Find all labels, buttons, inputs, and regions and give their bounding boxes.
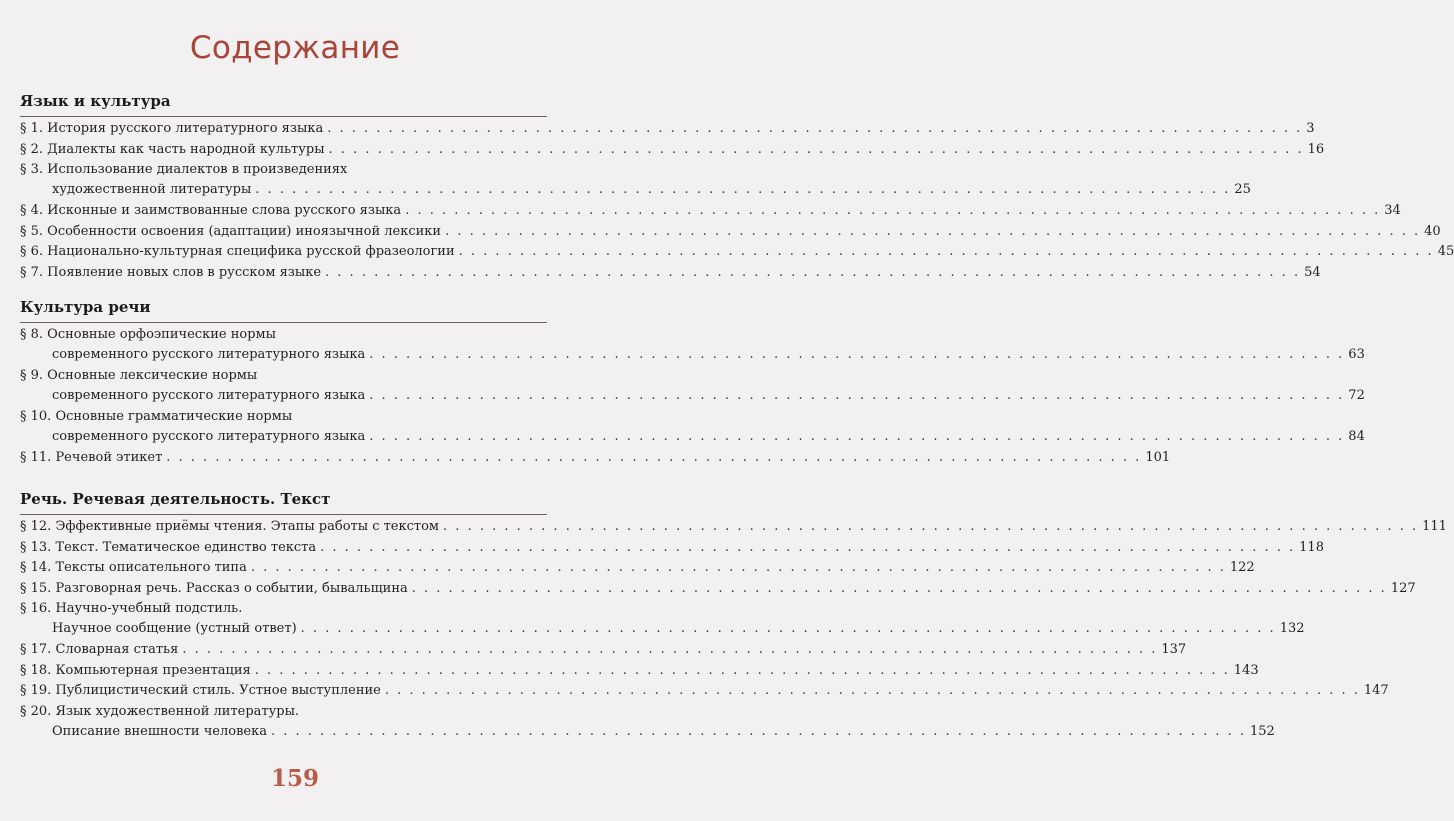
toc-entry-title: § 9. Основные лексические нормы [20, 368, 258, 383]
toc-entry-title: § 16. Научно-учебный подстиль. [20, 601, 243, 616]
toc-entry-title: § 1. История русского литературного языка [20, 121, 324, 136]
dot-leader: . . . . . . . . . . . . . . . . . . . . . . . . . . . . . . . . . . . . . . . . . . . . . . . . . . . . . . . . . . . . . . . . . . . . . . . . . . . . . . . . [445, 223, 1421, 239]
dot-leader: . . . . . . . . . . . . . . . . . . . . . . . . . . . . . . . . . . . . . . . . . . . . . . . . . . . . . . . . . . . . . . . . . . . . . . . . . . . . . . . . [405, 203, 1381, 218]
toc-entry[interactable] [20, 579, 1416, 599]
toc-entry-title: § 14. Тексты описательного типа [20, 560, 247, 575]
dot-leader: . . . . . . . . . . . . . . . . . . . . . . . . . . . . . . . . . . . . . . . . . . . . . . . . . . . . . . . . . . . . . . . . . . . . . . . . . . . . . . . . [458, 244, 1434, 259]
toc-entry-title: § 11. Речевой этикет [20, 450, 163, 465]
dot-leader: . . . . . . . . . . . . . . . . . . . . . . . . . . . . . . . . . . . . . . . . . . . . . . . . . . . . . . . . . . . . . . . . . . . . . . . . . . . . . . . . [369, 429, 1345, 444]
dot-leader: . . . . . . . . . . . . . . . . . . . . . . . . . . . . . . . . . . . . . . . . . . . . . . . . . . . . . . . . . . . . . . . . . . . . . . . . . . . . . . . . [182, 642, 1158, 657]
dot-leader: . . . . . . . . . . . . . . . . . . . . . . . . . . . . . . . . . . . . . . . . . . . . . . . . . . . . . . . . . . . . . . . . . . . . . . . . . . . . . . . . [443, 519, 1419, 534]
toc-entry-page: 3 [1306, 121, 1315, 136]
toc-entry-title: § 5. Особенности освоения (адаптации) иноязычной лексики [20, 223, 442, 239]
toc-entry[interactable] [20, 681, 1389, 701]
toc-entry[interactable] [20, 263, 1321, 283]
toc-entry-page: 127 [1390, 580, 1416, 596]
toc-entry-title: современного русского литературного языка [52, 429, 366, 444]
toc-entry-title: § 20. Язык художественной литературы. [20, 703, 300, 719]
section-divider [20, 322, 547, 323]
dot-leader: . . . . . . . . . . . . . . . . . . . . . . . . . . . . . . . . . . . . . . . . . . . . . . . . . . . . . . . . . . . . . . . . . . . . . . . . . . . . . . . . [250, 560, 1226, 575]
toc-entry-page: 40 [1424, 223, 1441, 239]
section-divider [20, 116, 547, 117]
toc-entry-title: § 3. Использование диалектов в произведениях [20, 162, 348, 177]
dot-leader: . . . . . . . . . . . . . . . . . . . . . . . . . . . . . . . . . . . . . . . . . . . . . . . . . . . . . . . . . . . . . . . . . . . . . . . . . . . . . . . . [411, 580, 1387, 596]
toc-entry-title: § 17. Словарная статья [20, 642, 179, 657]
section-heading: Культура речи [20, 298, 151, 316]
dot-leader: . . . . . . . . . . . . . . . . . . . . . . . . . . . . . . . . . . . . . . . . . . . . . . . . . . . . . . . . . . . . . . . . . . . . . . . . . . . . . . . . [270, 723, 1247, 739]
toc-entry-title: Научное сообщение (устный ответ) [52, 621, 297, 636]
toc-entry[interactable] [20, 538, 1324, 558]
toc-entry-page: 143 [1233, 662, 1259, 678]
dot-leader: . . . . . . . . . . . . . . . . . . . . . . . . . . . . . . . . . . . . . . . . . . . . . . . . . . . . . . . . . . . . . . . . . . . . . . . . . . . . . . . . [166, 450, 1142, 465]
toc-entry-page: 132 [1279, 621, 1305, 636]
toc-entry-title: § 19. Публицистический стиль. Устное выступление [20, 683, 381, 698]
toc-entry[interactable] [20, 599, 1305, 639]
toc-entry[interactable] [20, 517, 1447, 537]
toc-entry[interactable] [20, 140, 1325, 160]
toc-entry[interactable] [20, 325, 1365, 365]
toc-entry-page: 118 [1299, 539, 1324, 555]
toc-entry[interactable] [20, 366, 1365, 406]
toc-entry[interactable] [20, 407, 1365, 447]
dot-leader: . . . . . . . . . . . . . . . . . . . . . . . . . . . . . . . . . . . . . . . . . . . . . . . . . . . . . . . . . . . . . . . . . . . . . . . . . . . . . . . . [384, 683, 1360, 698]
toc-entry-page: 63 [1348, 347, 1365, 362]
toc-entry-page: 72 [1348, 388, 1365, 403]
toc-entry-title: § 10. Основные грамматические нормы [20, 409, 293, 424]
toc-entry-title: художественной литературы [52, 182, 252, 197]
dot-leader: . . . . . . . . . . . . . . . . . . . . . . . . . . . . . . . . . . . . . . . . . . . . . . . . . . . . . . . . . . . . . . . . . . . . . . . . . . . . . . . . [369, 347, 1345, 362]
toc-entry[interactable] [20, 160, 1251, 200]
toc-entry-page: 34 [1384, 203, 1401, 218]
dot-leader: . . . . . . . . . . . . . . . . . . . . . . . . . . . . . . . . . . . . . . . . . . . . . . . . . . . . . . . . . . . . . . . . . . . . . . . . . . . . . . . . [255, 182, 1231, 197]
toc-entry-title: § 15. Разговорная речь. Рассказ о событии, бывальщина [20, 580, 408, 596]
toc-entry-page: 16 [1307, 141, 1325, 157]
toc-entry-title: § 12. Эффективные приёмы чтения. Этапы работы с текстом [20, 519, 440, 534]
toc-entry-page: 45 [1437, 244, 1454, 259]
toc-entry[interactable] [20, 448, 1171, 468]
toc-entry[interactable] [20, 119, 1315, 139]
toc-entry[interactable] [20, 702, 1275, 742]
toc-entry[interactable] [20, 661, 1259, 681]
toc-entry-page: 152 [1250, 723, 1275, 739]
dot-leader: . . . . . . . . . . . . . . . . . . . . . . . . . . . . . . . . . . . . . . . . . . . . . . . . . . . . . . . . . . . . . . . . . . . . . . . . . . . . . . . . [254, 662, 1230, 678]
toc-entry[interactable] [20, 558, 1255, 578]
toc-entry-title: § 4. Исконные и заимствованные слова русского языка [20, 203, 402, 218]
toc-entry-page: 122 [1229, 560, 1255, 575]
toc-entry-title: современного русского литературного языка [52, 388, 366, 403]
toc-entry-page: 25 [1234, 182, 1251, 197]
dot-leader: . . . . . . . . . . . . . . . . . . . . . . . . . . . . . . . . . . . . . . . . . . . . . . . . . . . . . . . . . . . . . . . . . . . . . . . . . . . . . . . . [328, 141, 1304, 157]
toc-entry-title: § 13. Текст. Тематическое единство текста [20, 539, 317, 555]
toc-entry-page: 147 [1363, 683, 1389, 698]
toc-entry[interactable] [20, 640, 1187, 660]
toc-entry[interactable] [20, 242, 1454, 262]
toc-entry-page: 84 [1348, 429, 1365, 444]
section-heading: Язык и культура [20, 92, 171, 110]
page-number: 159 [270, 765, 319, 792]
dot-leader: . . . . . . . . . . . . . . . . . . . . . . . . . . . . . . . . . . . . . . . . . . . . . . . . . . . . . . . . . . . . . . . . . . . . . . . . . . . . . . . . [320, 539, 1296, 555]
toc-entry-title: § 6. Национально-культурная специфика русской фразеологии [20, 244, 455, 259]
toc-entry-page: 111 [1422, 519, 1447, 534]
page-title: Содержание [189, 30, 401, 66]
toc-entry-title: § 18. Компьютерная презентация [20, 662, 251, 678]
toc-entry[interactable] [20, 222, 1441, 242]
toc-entry-title: § 8. Основные орфоэпические нормы [20, 327, 276, 342]
toc-entry-title: § 2. Диалекты как часть народной культуры [20, 141, 325, 157]
toc-entry[interactable] [20, 201, 1401, 221]
toc-entry-title: Описание внешности человека [52, 723, 267, 739]
section-heading: Речь. Речевая деятельность. Текст [20, 490, 331, 508]
dot-leader: . . . . . . . . . . . . . . . . . . . . . . . . . . . . . . . . . . . . . . . . . . . . . . . . . . . . . . . . . . . . . . . . . . . . . . . . . . . . . . . . [325, 264, 1301, 280]
toc-entry-title: § 7. Появление новых слов в русском языке [20, 264, 322, 280]
section-divider [20, 514, 547, 515]
toc-entry-title: современного русского литературного языка [52, 347, 366, 362]
toc-entry-page: 54 [1304, 264, 1321, 280]
dot-leader: . . . . . . . . . . . . . . . . . . . . . . . . . . . . . . . . . . . . . . . . . . . . . . . . . . . . . . . . . . . . . . . . . . . . . . . . . . . . . . . . [369, 388, 1345, 403]
toc-entry-page: 137 [1161, 642, 1187, 657]
toc-entry-page: 101 [1145, 450, 1171, 465]
dot-leader: . . . . . . . . . . . . . . . . . . . . . . . . . . . . . . . . . . . . . . . . . . . . . . . . . . . . . . . . . . . . . . . . . . . . . . . . . . . . . . . . [300, 621, 1276, 636]
dot-leader: . . . . . . . . . . . . . . . . . . . . . . . . . . . . . . . . . . . . . . . . . . . . . . . . . . . . . . . . . . . . . . . . . . . . . . . . . . . . . . . . [327, 121, 1303, 136]
